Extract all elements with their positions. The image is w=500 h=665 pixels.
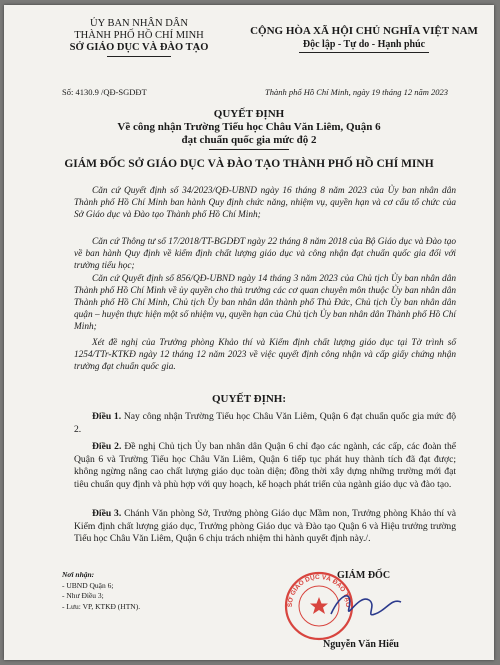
agency-line-1: ỦY BAN NHÂN DÂN — [90, 18, 188, 29]
handwritten-signature — [331, 596, 401, 615]
subtitle-line-1: Về công nhận Trường Tiểu học Châu Văn Liêm, Quận 6 — [117, 121, 381, 133]
article-text: Nay công nhận Trường Tiểu học Châu Văn Liêm, Quận 6 đạt chuẩn quốc gia mức độ 2. — [74, 411, 457, 435]
signer-role: GIÁM ĐỐC — [337, 570, 391, 581]
preamble-paragraph: Căn cứ Thông tư số 17/2018/TT-BGDĐT ngày 22 tháng 8 năm 2018 của Bộ Giáo dục và Đào tạo về ban hành Quy định về kiểm định chất lượng giáo dục và công nhận đạt chuẩn quốc gia đối với trường tiểu học; — [74, 237, 456, 271]
subtitle-underline — [209, 149, 289, 150]
preamble-paragraph: Căn cứ Quyết định số 856/QĐ-UBND ngày 14 tháng 3 năm 2023 của Chủ tịch Ủy ban nhân dân Thành phố Hồ Chí Minh về ủy quyền cho thủ trưởng các cơ quan chuyên môn thuộc Ủy ban nhân dân Thành phố Hồ Chí Minh, Chủ tịch Ủy ban nhân dân thành phố Thủ Đức, Chủ tịch Ủy ban nhân dân quận – huyện thực hiện một số nhiệm vụ, quyền hạn của Chủ tịch Ủy ban nhân dân Thành phố Hồ Chí Minh; — [74, 274, 456, 332]
document-number: Số: 4130.9 /QĐ-SGDĐT — [62, 87, 147, 97]
article-label: Điều 1. — [92, 411, 122, 422]
seal-text: SỞ GIÁO DỤC VÀ ĐÀO TẠO — [286, 573, 352, 608]
agency-underline — [107, 56, 171, 57]
national-motto: Độc lập - Tự do - Hạnh phúc — [302, 39, 426, 50]
article-1 — [74, 411, 456, 436]
recipients-block — [62, 570, 140, 612]
article-3 — [74, 508, 456, 546]
issuing-agency-header — [54, 18, 224, 57]
document-subtitle — [4, 121, 494, 150]
motto-underline — [299, 52, 429, 53]
article-label: Điều 3. — [92, 508, 122, 519]
article-2 — [74, 441, 456, 491]
document-page — [4, 5, 494, 660]
official-seal-icon — [285, 573, 352, 639]
article-label: Điều 2. — [92, 441, 122, 452]
national-title: CỘNG HÒA XÃ HỘI CHỦ NGHĨA VIỆT NAM — [250, 25, 478, 37]
agency-line-3: SỞ GIÁO DỤC VÀ ĐÀO TẠO — [69, 42, 209, 53]
agency-line-2: THÀNH PHỐ HỒ CHÍ MINH — [74, 30, 204, 41]
recipient-item: - UBND Quận 6; — [62, 580, 114, 590]
preamble-paragraph: Xét đề nghị của Trưởng phòng Khảo thí và Kiểm định chất lượng giáo dục tại Tờ trình số 1254/TTr-KTKĐ ngày 12 tháng 12 năm 2023 về việc quyết định công nhận và cấp giấy chứng nhận trường đạt chuẩn quốc gia. — [74, 338, 456, 372]
preamble-paragraph: Căn cứ Quyết định số 34/2023/QĐ-UBND ngày 16 tháng 8 năm 2023 của Ủy ban nhân dân Thành phố Hồ Chí Minh ban hành Quy định chức năng, nhiệm vụ, quyền hạn và cơ cấu tổ chức của Sở Giáo dục và Đào tạo Thành phố Hồ Chí Minh; — [74, 186, 456, 220]
article-text: Đề nghị Chủ tịch Ủy ban nhân dân Quận 6 chỉ đạo các ngành, các cấp, các đoàn thể Quận 6 và Trường Tiểu học Châu Văn Liêm, Quận 6 tiếp tục phát huy thành tích đã đạt được; không ngừng nâng cao chất lượng giáo dục toàn diện; đồng thời xây dựng những trường mới đạt tiêu chuẩn quy định và phù hợp với quy hoạch, kế hoạch phát triển của ngành giáo dục và đào tạo. — [74, 441, 456, 490]
decision-heading: QUYẾT ĐỊNH: — [211, 393, 287, 405]
signature-block — [279, 570, 459, 650]
subtitle-line-2: đạt chuẩn quốc gia mức độ 2 — [181, 134, 317, 146]
recipient-item: - Như Điều 3; — [62, 591, 104, 600]
recipient-item: - Lưu: VP, KTKĐ (HTN). — [62, 601, 141, 611]
place-and-date: Thành phố Hồ Chí Minh, ngày 19 tháng 12 năm 2023 — [265, 87, 448, 97]
national-header — [244, 25, 484, 53]
recipients-heading: Nơi nhận: — [62, 570, 95, 579]
document-title: QUYẾT ĐỊNH — [213, 108, 285, 120]
issuing-authority: GIÁM ĐỐC SỞ GIÁO DỤC VÀ ĐÀO TẠO THÀNH PHỐ HỒ CHÍ MINH — [64, 158, 434, 170]
article-text: Chánh Văn phòng Sở, Trưởng phòng Giáo dục Mầm non, Trưởng phòng Khảo thí và Kiểm định chất lượng giáo dục, Trưởng phòng Giáo dục và Đào tạo Quận 6 và Hiệu trưởng trường Tiểu học Châu Văn Liêm, Quận 6 chịu trách nhiệm thi hành quyết định này./. — [74, 508, 457, 544]
signer-name: Nguyễn Văn Hiếu — [323, 639, 399, 650]
